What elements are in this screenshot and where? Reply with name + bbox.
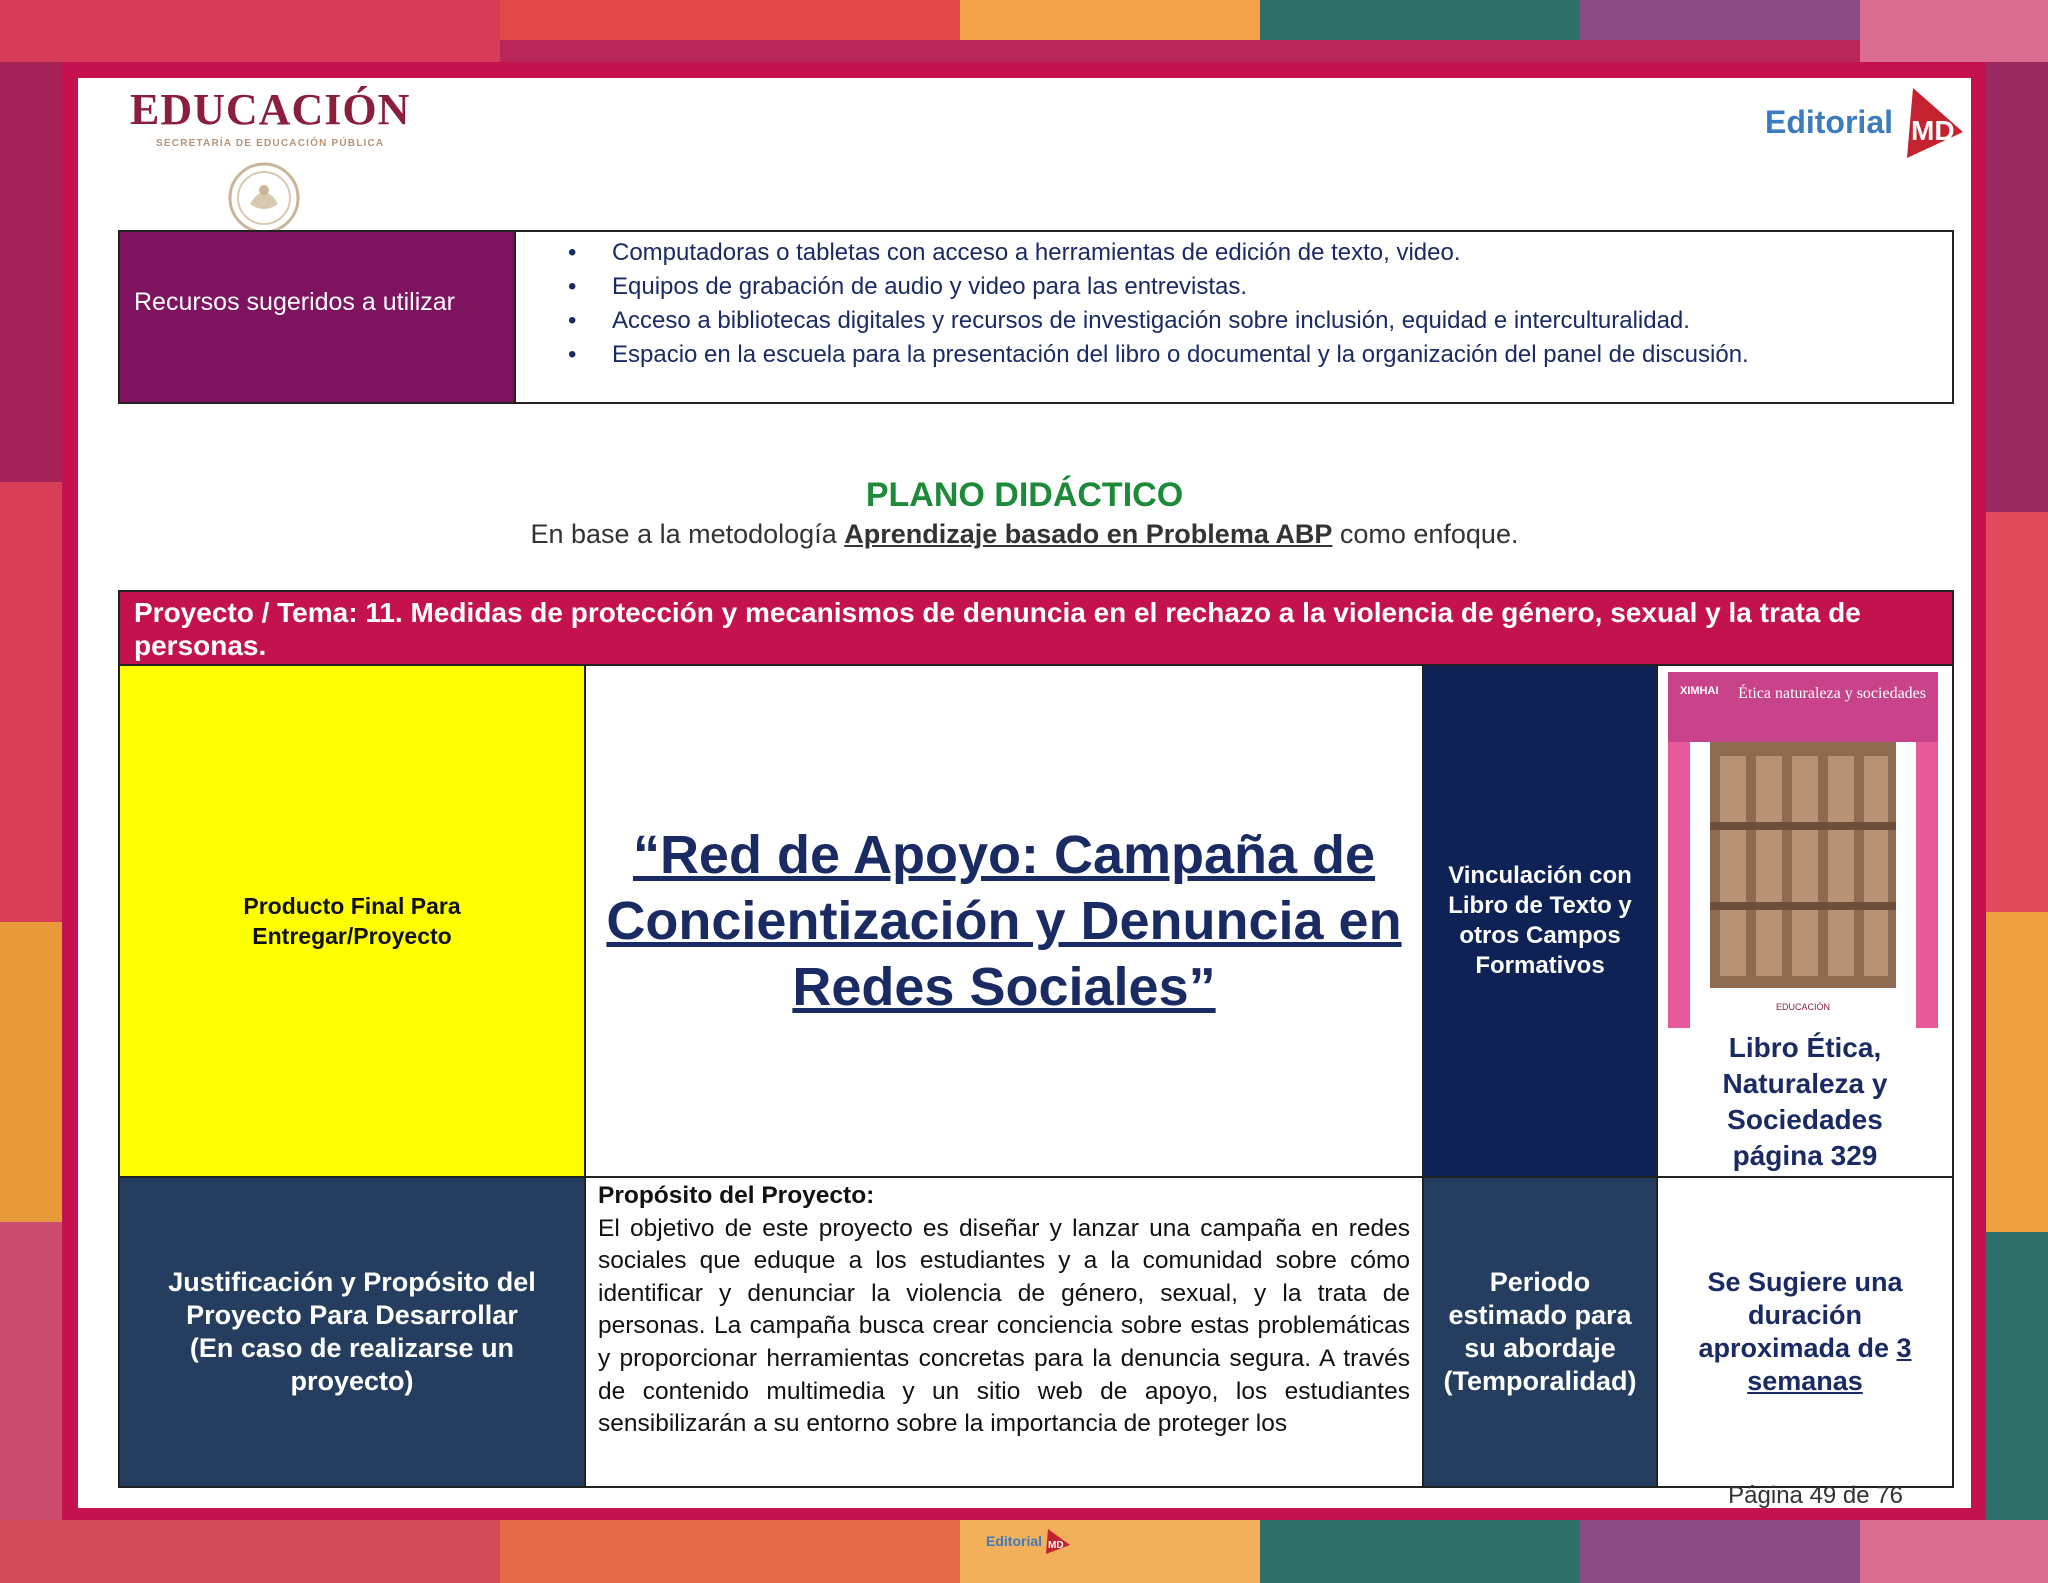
duration-value: 3 semanas — [1747, 1333, 1912, 1396]
resources-table — [118, 230, 1954, 404]
duration-text — [1685, 1266, 1925, 1398]
resource-item: • Computadoras o tabletas con acceso a herramientas de edición de texto, video. — [612, 236, 1912, 270]
cover-title: Ética naturaleza y sociedades — [1738, 685, 1926, 702]
link-label-cell — [1424, 666, 1658, 1178]
project-table — [118, 590, 1954, 1488]
justification-label: Justificación y Propósito del Proyecto Para Desarrollar (En caso de realizarse un proyecto) — [168, 1267, 536, 1396]
product-name: “Red de Apoyo: Campaña de Concientización y Denuncia en Redes Sociales” — [606, 825, 1402, 1017]
footer-md-mark: MD — [1048, 1540, 1064, 1551]
purpose-text: El objetivo de este proyecto es diseñar y lanzar una campaña en redes sociales que eduque a los estudiantes y a la comunidad sobre cómo identificar y denunciar la violencia de género, sexual, y la trata de personas. La campaña busca crear conciencia sobre estas problemáticas y proporcionar herramientas concretas para la denuncia segura. A través de contenido multimedia y un sitio web de apoyo, los estudiantes sensibilizarán a su entorno sobre la importancia de proteger los — [598, 1214, 1410, 1438]
cover-footer: EDUCACIÓN — [1775, 1002, 1831, 1012]
sep-logo — [130, 85, 411, 149]
footer-editorial-text: Editorial — [986, 1533, 1043, 1549]
resource-item: • Equipos de grabación de audio y video para las entrevistas. — [612, 270, 1912, 304]
footer-editorial-logo — [986, 1527, 1070, 1555]
plano-sub-before: En base a la metodología — [530, 519, 845, 549]
resources-label: Recursos sugeridos a utilizar — [120, 232, 516, 402]
duration-before: Se Sugiere una duración aproximada de — [1698, 1267, 1903, 1363]
editorial-md-logo — [1765, 82, 1963, 162]
md-logo-icon — [1899, 82, 1963, 162]
project-title: Proyecto / Tema: 11. Medidas de protección y mecanismos de denuncia en el rechazo a la violencia de género, sexual y la trata de personas. — [120, 592, 1952, 666]
national-seal-icon — [226, 160, 302, 236]
resource-item: • Espacio en la escuela para la presentación del libro o documental y la organización del panel de discusión. — [612, 338, 1912, 372]
product-name-cell — [586, 666, 1424, 1178]
purpose-heading: Propósito del Proyecto: — [598, 1182, 875, 1209]
sep-title: EDUCACIÓN — [130, 85, 411, 134]
textbook-cover-image — [1668, 672, 1938, 1028]
editorial-text: Editorial — [1764, 103, 1893, 140]
methodology-highlight: Aprendizaje basado en Problema ABP — [844, 519, 1333, 549]
cover-series: XIMHAI — [1680, 685, 1719, 697]
book-cell — [1658, 666, 1952, 1178]
resources-list — [516, 232, 1952, 402]
plano-subtitle — [78, 519, 1971, 550]
purpose-cell — [586, 1178, 1424, 1486]
plano-sub-after: como enfoque. — [1332, 519, 1519, 549]
page-number: Página 49 de 76 — [1728, 1482, 1903, 1508]
plano-title: PLANO DIDÁCTICO — [865, 476, 1184, 514]
justification-label-cell — [120, 1178, 586, 1486]
duration-cell — [1658, 1178, 1952, 1486]
period-label-cell — [1424, 1178, 1658, 1486]
link-label: Vinculación con Libro de Texto y otros Campos Formativos — [1448, 862, 1632, 979]
document-page — [78, 78, 1971, 1508]
product-label-cell — [120, 666, 586, 1178]
resource-item: • Acceso a bibliotecas digitales y recursos de investigación sobre inclusión, equidad e interculturalidad. — [612, 304, 1912, 338]
md-mark: MD — [1911, 115, 1955, 146]
period-label: Periodo estimado para su abordaje (Temporalidad) — [1443, 1267, 1637, 1396]
sep-subtitle: SECRETARÍA DE EDUCACIÓN PÚBLICA — [156, 138, 385, 149]
product-label: Producto Final Para Entregar/Proyecto — [243, 893, 461, 949]
book-caption: Libro Ética, Naturaleza y Sociedades página 329 — [1722, 1032, 1888, 1171]
footer-md-icon — [1044, 1527, 1070, 1555]
